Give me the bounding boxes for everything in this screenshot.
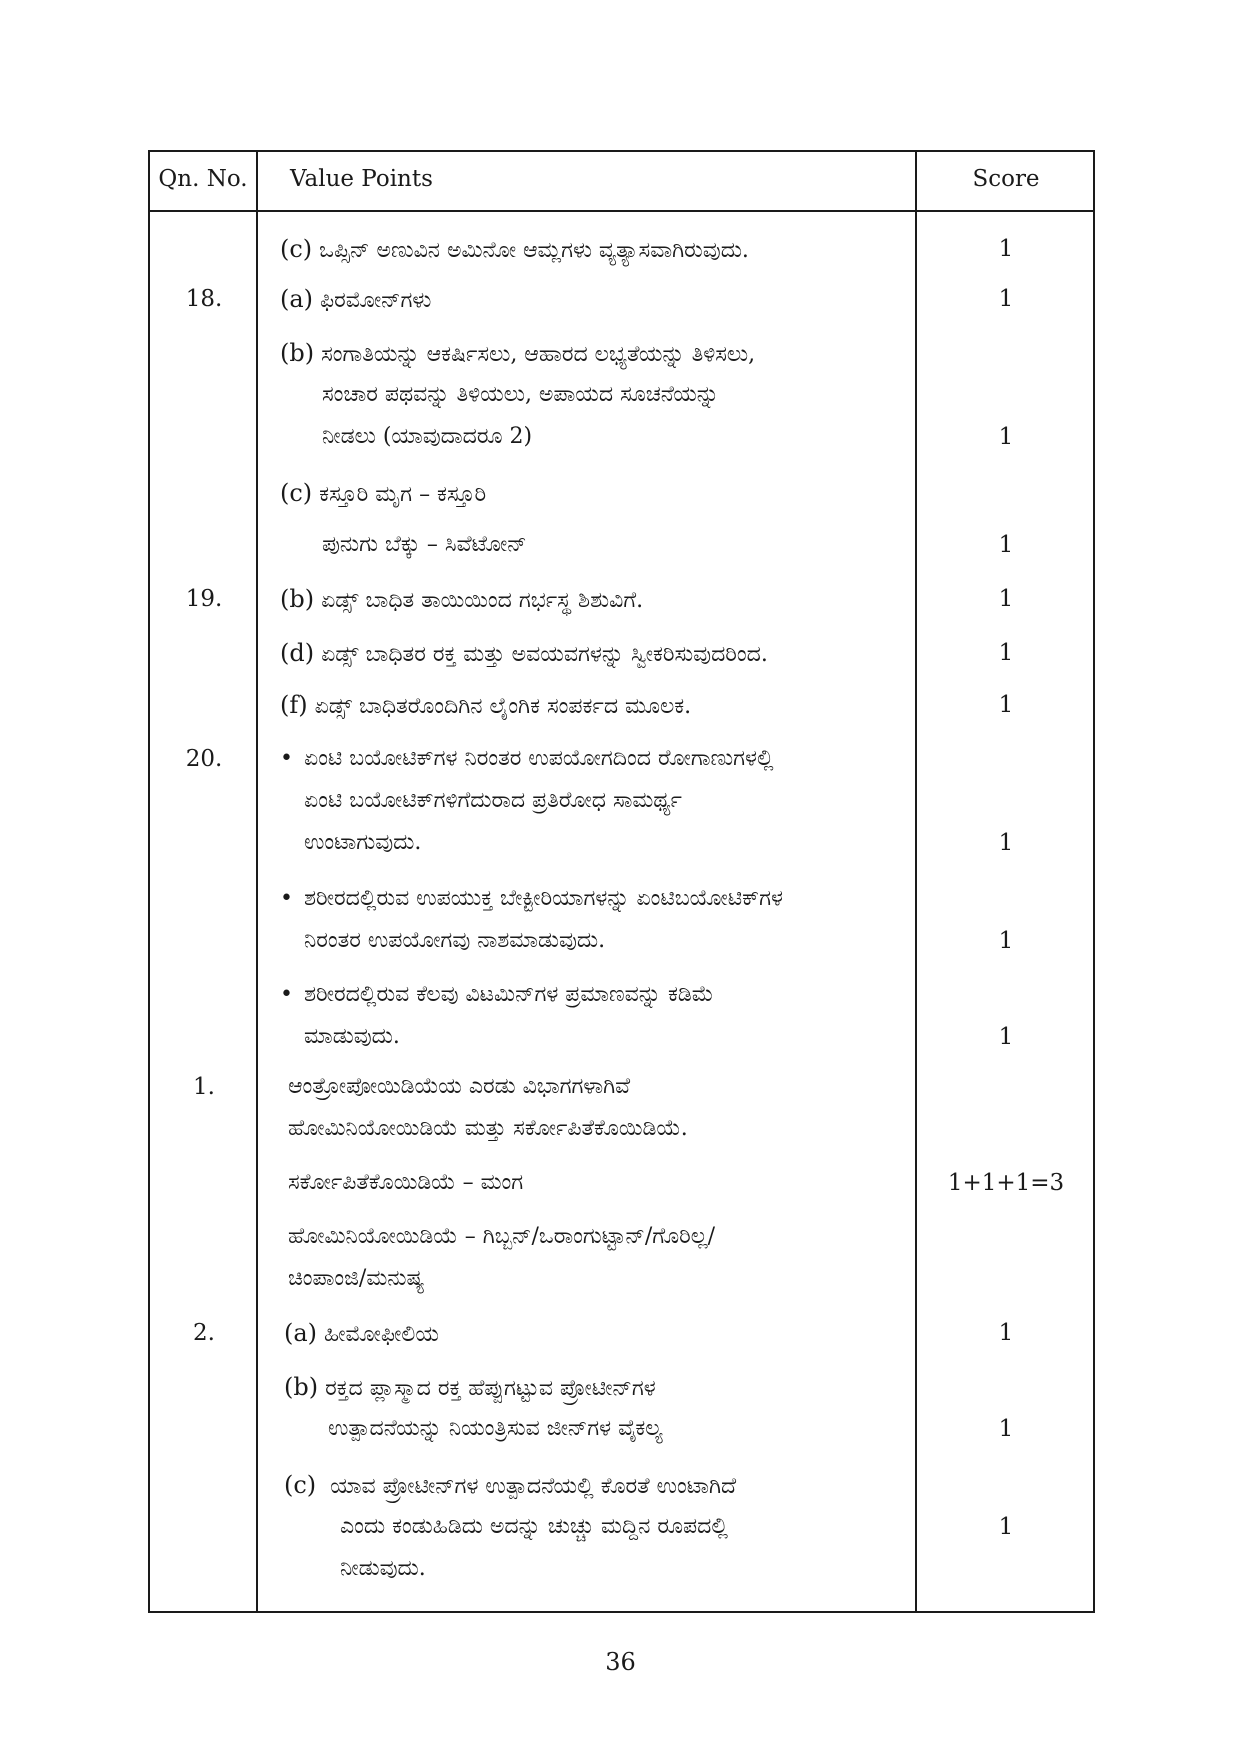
score-cell: 1 <box>998 1416 1014 1442</box>
table-row-1-value <box>280 278 940 322</box>
value-line: ಶರೀರದಲ್ಲಿರುವ ಕೆಲವು ವಿಟಮಿನ್‌ಗಳ ಪ್ರಮಾಣವನ್ನು ಕಡಿಮೆ <box>304 982 714 1007</box>
table-row-15-value <box>284 1366 944 1410</box>
value-line: ಸರ್ಕೋಪಿತೆಕೊಯಿಡಿಯೆ – ಮಂಗ <box>288 1170 524 1195</box>
score-cell: 1+1+1=3 <box>947 1170 1065 1196</box>
table-row-14-value <box>284 1312 944 1356</box>
value-line: ನೀಡಲು (ಯಾವುದಾದರೂ 2) <box>322 424 533 449</box>
score-cell: 1 <box>998 928 1014 954</box>
value-line: ಯಾವ ಪ್ರೋಟೀನ್‌ಗಳ ಉತ್ಪಾದನೆಯಲ್ಲಿ ಕೊರತೆ ಉಂಟಾಗಿದೆ <box>330 1474 737 1499</box>
item-label: (a) <box>284 1319 318 1347</box>
value-line: ಮಾಡುವುದು. <box>304 1024 400 1049</box>
score-cell: 1 <box>998 424 1014 450</box>
value-line: ಏಡ್ಸ್ ಬಾಧಿತರೊಂದಿಗಿನ ಲೈಂಗಿಕ ಸಂಪರ್ಕದ ಮೂಲಕ. <box>314 694 692 719</box>
item-label: (f) <box>280 691 308 719</box>
question-number: 2. <box>193 1320 215 1346</box>
score-cell: 1 <box>998 830 1014 856</box>
item-label: (d) <box>280 639 315 667</box>
value-line: ಒಪ್ಸಿನ್ ಅಣುವಿನ ಅಮಿನೋ ಆಮ್ಲಗಳು ವ್ಯತ್ಯಾಸವಾಗಿರುವುದು. <box>319 238 749 263</box>
value-line: ಹೋಮಿನಿಯೋಯಿಡಿಯೆ – ಗಿಬ್ಬನ್/ಒರಾಂಗುಟ್ಟಾನ್/ಗೊರಿಲ್ಲ/ <box>288 1224 716 1249</box>
value-line: ಏಡ್ಸ್ ಬಾಧಿತರ ರಕ್ತ ಮತ್ತು ಅವಯವಗಳನ್ನು ಸ್ವೀಕರಿಸುವುದರಿಂದ. <box>321 642 768 667</box>
table-row-0-value <box>280 228 940 272</box>
question-number: 20. <box>185 746 223 772</box>
score-cell: 1 <box>998 236 1014 262</box>
item-label: (b) <box>280 339 315 367</box>
table-row-6-value <box>280 632 940 676</box>
bullet-icon: • <box>280 886 293 911</box>
table-row-2-value <box>280 332 940 376</box>
value-line: ಶರೀರದಲ್ಲಿರುವ ಉಪಯುಕ್ತ ಬೇಕ್ಟೀರಿಯಾಗಳನ್ನು ಏಂಟಿಬಯೋಟಿಕ್‌ಗಳ <box>304 886 783 911</box>
question-number: 19. <box>185 586 223 612</box>
header-value-points: Value Points <box>290 166 433 192</box>
item-label: (b) <box>280 585 315 613</box>
value-line: ನೀಡುವುದು. <box>340 1556 426 1581</box>
bullet-icon: • <box>280 982 293 1007</box>
value-line: ಉತ್ಪಾದನೆಯನ್ನು ನಿಯಂತ್ರಿಸುವ ಜೀನ್‌ಗಳ ವೈಕಲ್ಯ <box>328 1416 663 1441</box>
value-line: ಎಂದು ಕಂಡುಹಿಡಿದು ಅದನ್ನು ಚುಚ್ಚು ಮದ್ದಿನ ರೂಪದಲ್ಲಿ <box>340 1514 729 1539</box>
item-label: (a) <box>280 285 314 313</box>
table-row-16-value <box>284 1464 944 1508</box>
value-line: ಉಂಟಾಗುವುದು. <box>304 830 422 855</box>
table-row-3-value <box>280 472 940 516</box>
value-line: ಏಂಟಿ ಬಯೋಟಿಕ್‌ಗಳಿಗೆದುರಾದ ಪ್ರತಿರೋಧ ಸಾಮರ್ಥ್ಯ <box>304 788 682 813</box>
column-divider <box>256 152 258 1611</box>
score-cell: 1 <box>998 1024 1014 1050</box>
item-label: (b) <box>284 1373 319 1401</box>
score-cell: 1 <box>998 286 1014 312</box>
value-line: ಏಡ್ಸ್ ಬಾಧಿತ ತಾಯಿಯಿಂದ ಗರ್ಭಸ್ಥ ಶಿಶುವಿಗೆ. <box>321 588 644 613</box>
value-line: ಕಸ್ತೂರಿ ಮೃಗ – ಕಸ್ತೂರಿ <box>319 482 487 507</box>
score-cell: 1 <box>998 532 1014 558</box>
value-line: ಹೀಮೋಫೀಲಿಯ <box>324 1322 439 1347</box>
score-cell: 1 <box>998 586 1014 612</box>
question-number: 1. <box>193 1074 215 1100</box>
value-line: ಚಿಂಪಾಂಜಿ/ಮನುಷ್ಯ <box>288 1266 425 1291</box>
table-row-5-value <box>280 578 940 622</box>
item-label: (c) <box>284 1471 317 1499</box>
value-line: ಹೋಮಿನಿಯೋಯಿಡಿಯೆ ಮತ್ತು ಸರ್ಕೋಪಿತೆಕೊಯಿಡಿಯೆ. <box>288 1116 688 1141</box>
header-divider <box>150 210 1093 212</box>
question-number: 18. <box>185 286 223 312</box>
score-cell: 1 <box>998 1320 1014 1346</box>
header-score: Score <box>972 166 1040 192</box>
value-line: ರಕ್ತದ ಪ್ಲಾಸ್ಮಾದ ರಕ್ತ ಹೆಪ್ಪುಗಟ್ಟುವ ಪ್ರೋಟೀನ್‌ಗಳ <box>325 1376 656 1401</box>
value-line: ನಿರಂತರ ಉಪಯೋಗವು ನಾಶಮಾಡುವುದು. <box>304 928 606 953</box>
header-qn: Qn. No. <box>158 166 248 192</box>
value-line: ಆಂತ್ರೋಪೋಯಿಡಿಯೆಯ ಎರಡು ವಿಭಾಗಗಳಾಗಿವೆ <box>288 1074 631 1099</box>
page-number: 36 <box>605 1648 636 1676</box>
value-line: ಏಂಟಿ ಬಯೋಟಿಕ್‌ಗಳ ನಿರಂತರ ಉಪಯೋಗದಿಂದ ರೋಗಾಣುಗಳಲ್ಲಿ <box>304 746 774 771</box>
value-line: ಪುನುಗು ಬೆಕ್ಕು – ಸಿವೆಟೋನ್ <box>322 532 527 557</box>
value-line: ಸಂಗಾತಿಯನ್ನು ಆಕರ್ಷಿಸಲು, ಆಹಾರದ ಲಭ್ಯತೆಯನ್ನು ತಿಳಿಸಲು, <box>321 342 756 367</box>
table-row-7-value <box>280 684 940 728</box>
score-cell: 1 <box>998 692 1014 718</box>
value-line: ಫಿರಮೋನ್‌ಗಳು <box>320 288 432 313</box>
item-label: (c) <box>280 235 313 263</box>
score-cell: 1 <box>998 1514 1014 1540</box>
answer-table <box>148 150 1095 1613</box>
item-label: (c) <box>280 479 313 507</box>
score-cell: 1 <box>998 640 1014 666</box>
bullet-icon: • <box>280 746 293 771</box>
value-line: ಸಂಚಾರ ಪಥವನ್ನು ತಿಳಿಯಲು, ಅಪಾಯದ ಸೂಚನೆಯನ್ನು <box>322 382 719 407</box>
